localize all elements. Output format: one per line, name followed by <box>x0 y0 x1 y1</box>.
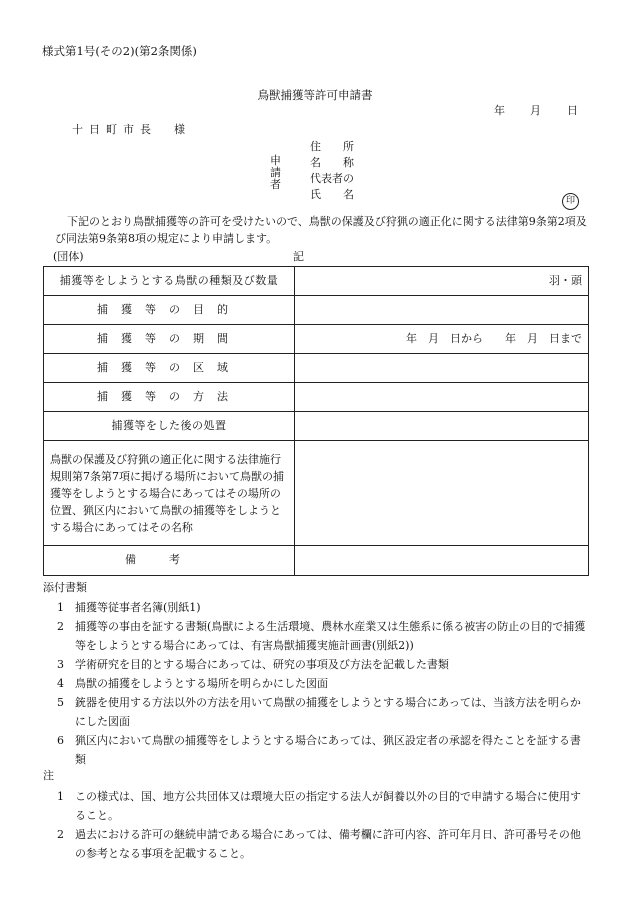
table-row <box>44 441 589 546</box>
row-value[interactable] <box>295 441 589 546</box>
date-year-label: 年 <box>494 104 505 117</box>
item-number: 1 <box>57 601 64 614</box>
table-row <box>44 383 589 412</box>
list-item <box>43 598 588 617</box>
row-label: 捕獲等の方法 <box>44 383 295 412</box>
list-item <box>43 617 588 655</box>
list-item <box>43 825 588 863</box>
document-title: 鳥獣捕獲等許可申請書 <box>257 88 373 102</box>
seal-mark: 印 <box>562 193 579 210</box>
intro-text: 下記のとおり鳥獣捕獲等の許可を受けたいので、鳥獣の保護及び狩猟の適正化に関する法律第9条第2項及び同法第9条第8項の規定により申請します。 <box>55 215 587 245</box>
row-label: 捕獲等の期間 <box>44 325 295 354</box>
list-item <box>43 674 588 693</box>
row-value[interactable] <box>295 412 589 441</box>
table-row <box>44 325 589 354</box>
item-number: 6 <box>57 734 64 747</box>
row-value[interactable] <box>295 354 589 383</box>
item-text: 捕獲等の事由を証する書類(鳥獣による生活環境、農林水産業又は生態系に係る被害の防止の目的で捕獲等をしようとする場合にあっては、有害鳥獣捕獲実施計画書(別紙2)) <box>75 620 586 652</box>
list-item <box>43 693 588 731</box>
applicant-labels <box>310 139 354 203</box>
row-label: 備考 <box>44 546 295 576</box>
row-label: 捕獲等をした後の処置 <box>44 412 295 441</box>
item-text: 学術研究を目的とする場合にあっては、研究の事項及び方法を記載した書類 <box>75 658 449 671</box>
notes-heading: 注 <box>43 769 54 782</box>
list-item <box>43 787 588 825</box>
item-text: 鳥獣の捕獲をしようとする場所を明らかにした図面 <box>75 677 328 690</box>
attachments-heading: 添付書類 <box>43 581 87 594</box>
item-number: 2 <box>57 828 64 841</box>
form-number: 様式第1号(その2)(第2条関係) <box>42 44 197 58</box>
row-value[interactable] <box>295 383 589 412</box>
row-value[interactable]: 羽・頭 <box>295 267 589 296</box>
attachments-list <box>43 598 588 769</box>
item-text: 猟区内において鳥獣の捕獲等をしようとする場合にあっては、猟区設定者の承認を得たことを証する書類 <box>75 734 581 766</box>
table-row <box>44 267 589 296</box>
list-item <box>43 731 588 769</box>
addressee: 十日町市長 様 <box>72 123 191 136</box>
row-value[interactable] <box>295 546 589 576</box>
item-text: 過去における許可の継続申請である場合にあっては、備考欄に許可内容、許可年月日、許可番号その他の参考となる事項を記載すること。 <box>75 828 581 860</box>
row-label: 捕獲等の区域 <box>44 354 295 383</box>
row-value[interactable]: 年 月 日から 年 月 日まで <box>295 325 589 354</box>
ki-label: 記 <box>293 250 304 263</box>
item-number: 1 <box>57 790 64 803</box>
row-label: 捕獲等の目的 <box>44 296 295 325</box>
row-label: 捕獲等をしようとする鳥獣の種類及び数量 <box>44 267 295 296</box>
applicant-mark: 申請者 <box>270 154 281 191</box>
applicant-rep-name-label: 氏 名 <box>310 188 354 201</box>
table-row <box>44 354 589 383</box>
applicant-rep-label: 代表者の <box>310 172 354 185</box>
row-value[interactable] <box>295 296 589 325</box>
item-number: 2 <box>57 620 64 633</box>
application-table <box>43 266 589 576</box>
table-row <box>44 296 589 325</box>
group-label: (団体) <box>53 250 84 263</box>
item-text: 捕獲等従事者名簿(別紙1) <box>75 601 201 614</box>
item-text: この様式は、国、地方公共団体又は環境大臣の指定する法人が飼養以外の目的で申請する場合に使用すること。 <box>75 790 581 822</box>
table-row <box>44 412 589 441</box>
list-item <box>43 655 588 674</box>
applicant-address-label: 住 所 <box>310 140 354 153</box>
item-number: 5 <box>57 696 64 709</box>
date-month-label: 月 <box>530 104 541 117</box>
notes-list <box>43 787 588 863</box>
item-number: 3 <box>57 658 64 671</box>
item-number: 4 <box>57 677 64 690</box>
table-row <box>44 546 589 576</box>
date-day-label: 日 <box>567 104 578 117</box>
applicant-name-label: 名 称 <box>310 156 354 169</box>
item-text: 銃器を使用する方法以外の方法を用いて鳥獣の捕獲をしようとする場合にあっては、当該方法を明らかにした図面 <box>75 696 581 728</box>
row-label: 鳥獣の保護及び狩猟の適正化に関する法律施行規則第7条第7項に掲げる場所において鳥獣の捕獲等をしようとする場合にあってはその場所の位置、猟区内において鳥獣の捕獲等をしようとする場合にあってはその名称 <box>44 441 295 546</box>
